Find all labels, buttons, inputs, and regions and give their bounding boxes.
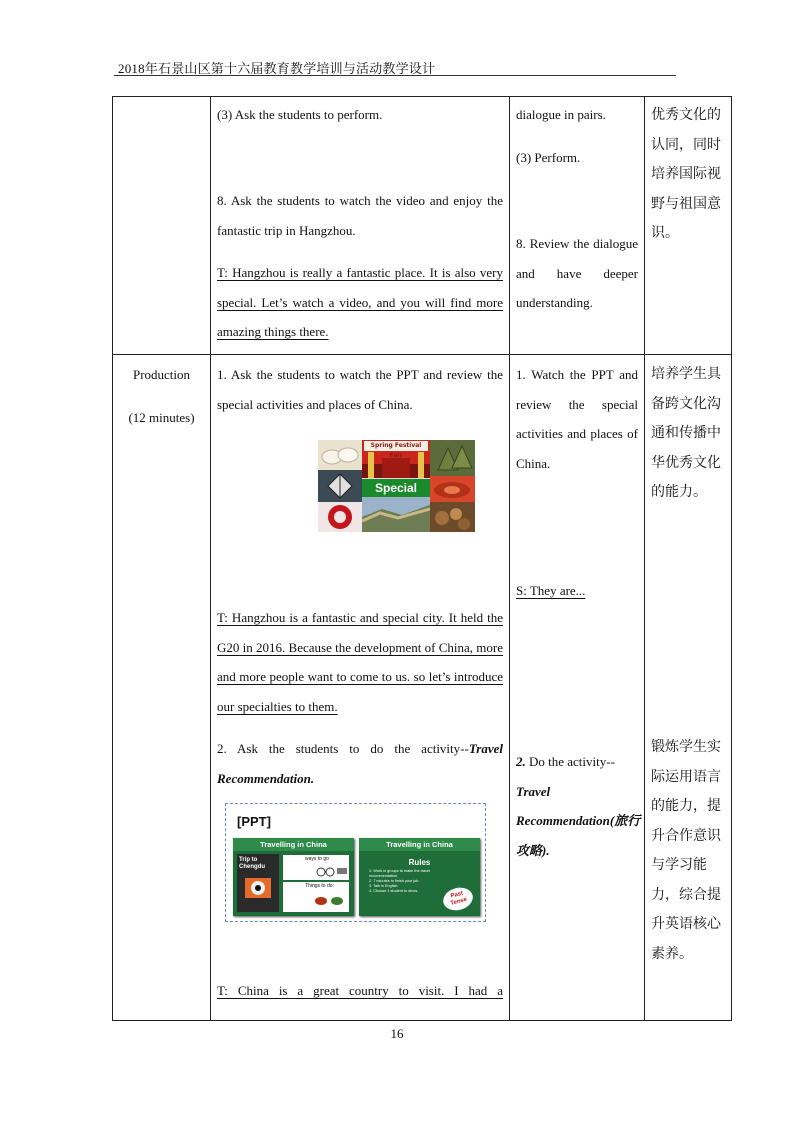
slide2-title: Travelling in China: [359, 838, 480, 851]
row2-student-step2: [516, 747, 642, 865]
slide2-rules-list: [369, 869, 449, 894]
stage-time: (12 minutes): [128, 410, 195, 425]
table-border-top: [112, 96, 732, 97]
crayfish-photo: [430, 476, 475, 502]
special-label: Special: [362, 479, 430, 497]
rule-item: 3. Talk in English.: [369, 884, 399, 888]
table-col-divider-3: [644, 96, 645, 1021]
table-border-right: [731, 96, 732, 1021]
row1-teacher-step3: (3) Ask the students to perform.: [217, 107, 383, 122]
ppt-slide-2: [359, 838, 480, 916]
table-col-divider-1: [210, 96, 211, 1021]
step2-prefix: 2. Ask the students to do the activity--: [217, 741, 469, 756]
slide1-things-label: Things to do:: [305, 883, 334, 889]
slide1-title: Travelling in China: [233, 838, 354, 851]
row2-teacher-talk2: T: China is a great country to visit. I had a: [217, 983, 503, 998]
row1-student-line2: (3) Perform.: [516, 150, 581, 165]
row2-teacher-talk1: T: Hangzhou is a fantastic and special city. It held the G20 in 2016. Because the development of China, more and more people want to come to us. so let’s introduce our specialties to them.: [217, 610, 503, 714]
rule-item: 2. 7 minutes to finish your job.: [369, 879, 420, 883]
slide2-badge: Past Tense: [441, 884, 476, 913]
dumplings-photo: [318, 440, 362, 470]
row2-purpose1: 培养学生具备跨文化沟通和传播中华优秀文化的能力。: [651, 366, 721, 500]
row1-purpose: 优秀文化的认同，同时培养国际视野与祖国意识。: [651, 107, 721, 241]
zongzi-photo: [430, 440, 475, 476]
row1-student-line3: 8. Review the dialogue and have deeper understanding.: [516, 236, 638, 310]
row2-purpose2: 锻炼学生实际运用语言的能力，提升合作意识与学习能力，综合提升英语核心素养。: [651, 739, 721, 962]
special-china-image: [318, 440, 475, 532]
row2-student-talk: S: They are...: [516, 583, 586, 598]
spring-festival-label: Spring Festival Fair: [364, 441, 428, 451]
ppt-preview-box: [225, 803, 486, 922]
student-step2-text: Do the activity--: [529, 754, 615, 769]
page-header: 2018年石景山区第十六届教育教学培训与活动教学设计: [118, 61, 436, 76]
kite-photo: [318, 470, 362, 502]
ppt-slide-1: [233, 838, 354, 916]
step2-activity: Travel Recommendation.: [217, 741, 503, 786]
slide2-rules-heading: Rules: [408, 858, 431, 867]
page-number: 16: [390, 1026, 404, 1041]
stage-name: Production: [132, 367, 191, 382]
slide1-ways-panel: [283, 855, 349, 880]
ppt-label: [PPT]: [237, 814, 271, 829]
table-row-divider: [112, 354, 732, 355]
paper-cut-photo: [318, 502, 362, 532]
student-step2-activity: Travel Recommendation(旅行攻略).: [516, 783, 641, 858]
student-step2-prefix: 2.: [516, 754, 529, 769]
row2-teacher-step2: [217, 734, 503, 793]
rule-item: 1. Work in groups to make the travel recommendation.: [369, 869, 430, 878]
row1-teacher-talk: T: Hangzhou is really a fantastic place. It is also very special. Let’s watch a video, and you will find more amazing things there.: [217, 265, 503, 339]
slide1-poster-text: Trip to Chengdu: [239, 857, 265, 870]
row2-student-step1: 1. Watch the PPT and review the special activities and places of China.: [516, 367, 638, 471]
row2-teacher-step1: 1. Ask the students to watch the PPT and review the special activities and places of China.: [217, 367, 503, 412]
row1-student-line1: dialogue in pairs.: [516, 107, 606, 122]
table-border-left: [112, 96, 113, 1021]
great-wall-photo: [362, 497, 430, 532]
row1-teacher-step8: 8. Ask the students to watch the video and enjoy the fantastic trip in Hangzhou.: [217, 193, 503, 238]
table-border-bottom: [112, 1020, 732, 1021]
slide1-things-panel: [283, 882, 349, 912]
slide1-poster: [237, 854, 279, 912]
table-col-divider-2: [509, 96, 510, 1021]
rule-item: 4. Choose 1 student to show.: [369, 889, 418, 893]
slide1-ways-label: ways to go: [305, 856, 329, 862]
dried-food-photo: [430, 502, 475, 532]
header-rule: [114, 75, 676, 76]
